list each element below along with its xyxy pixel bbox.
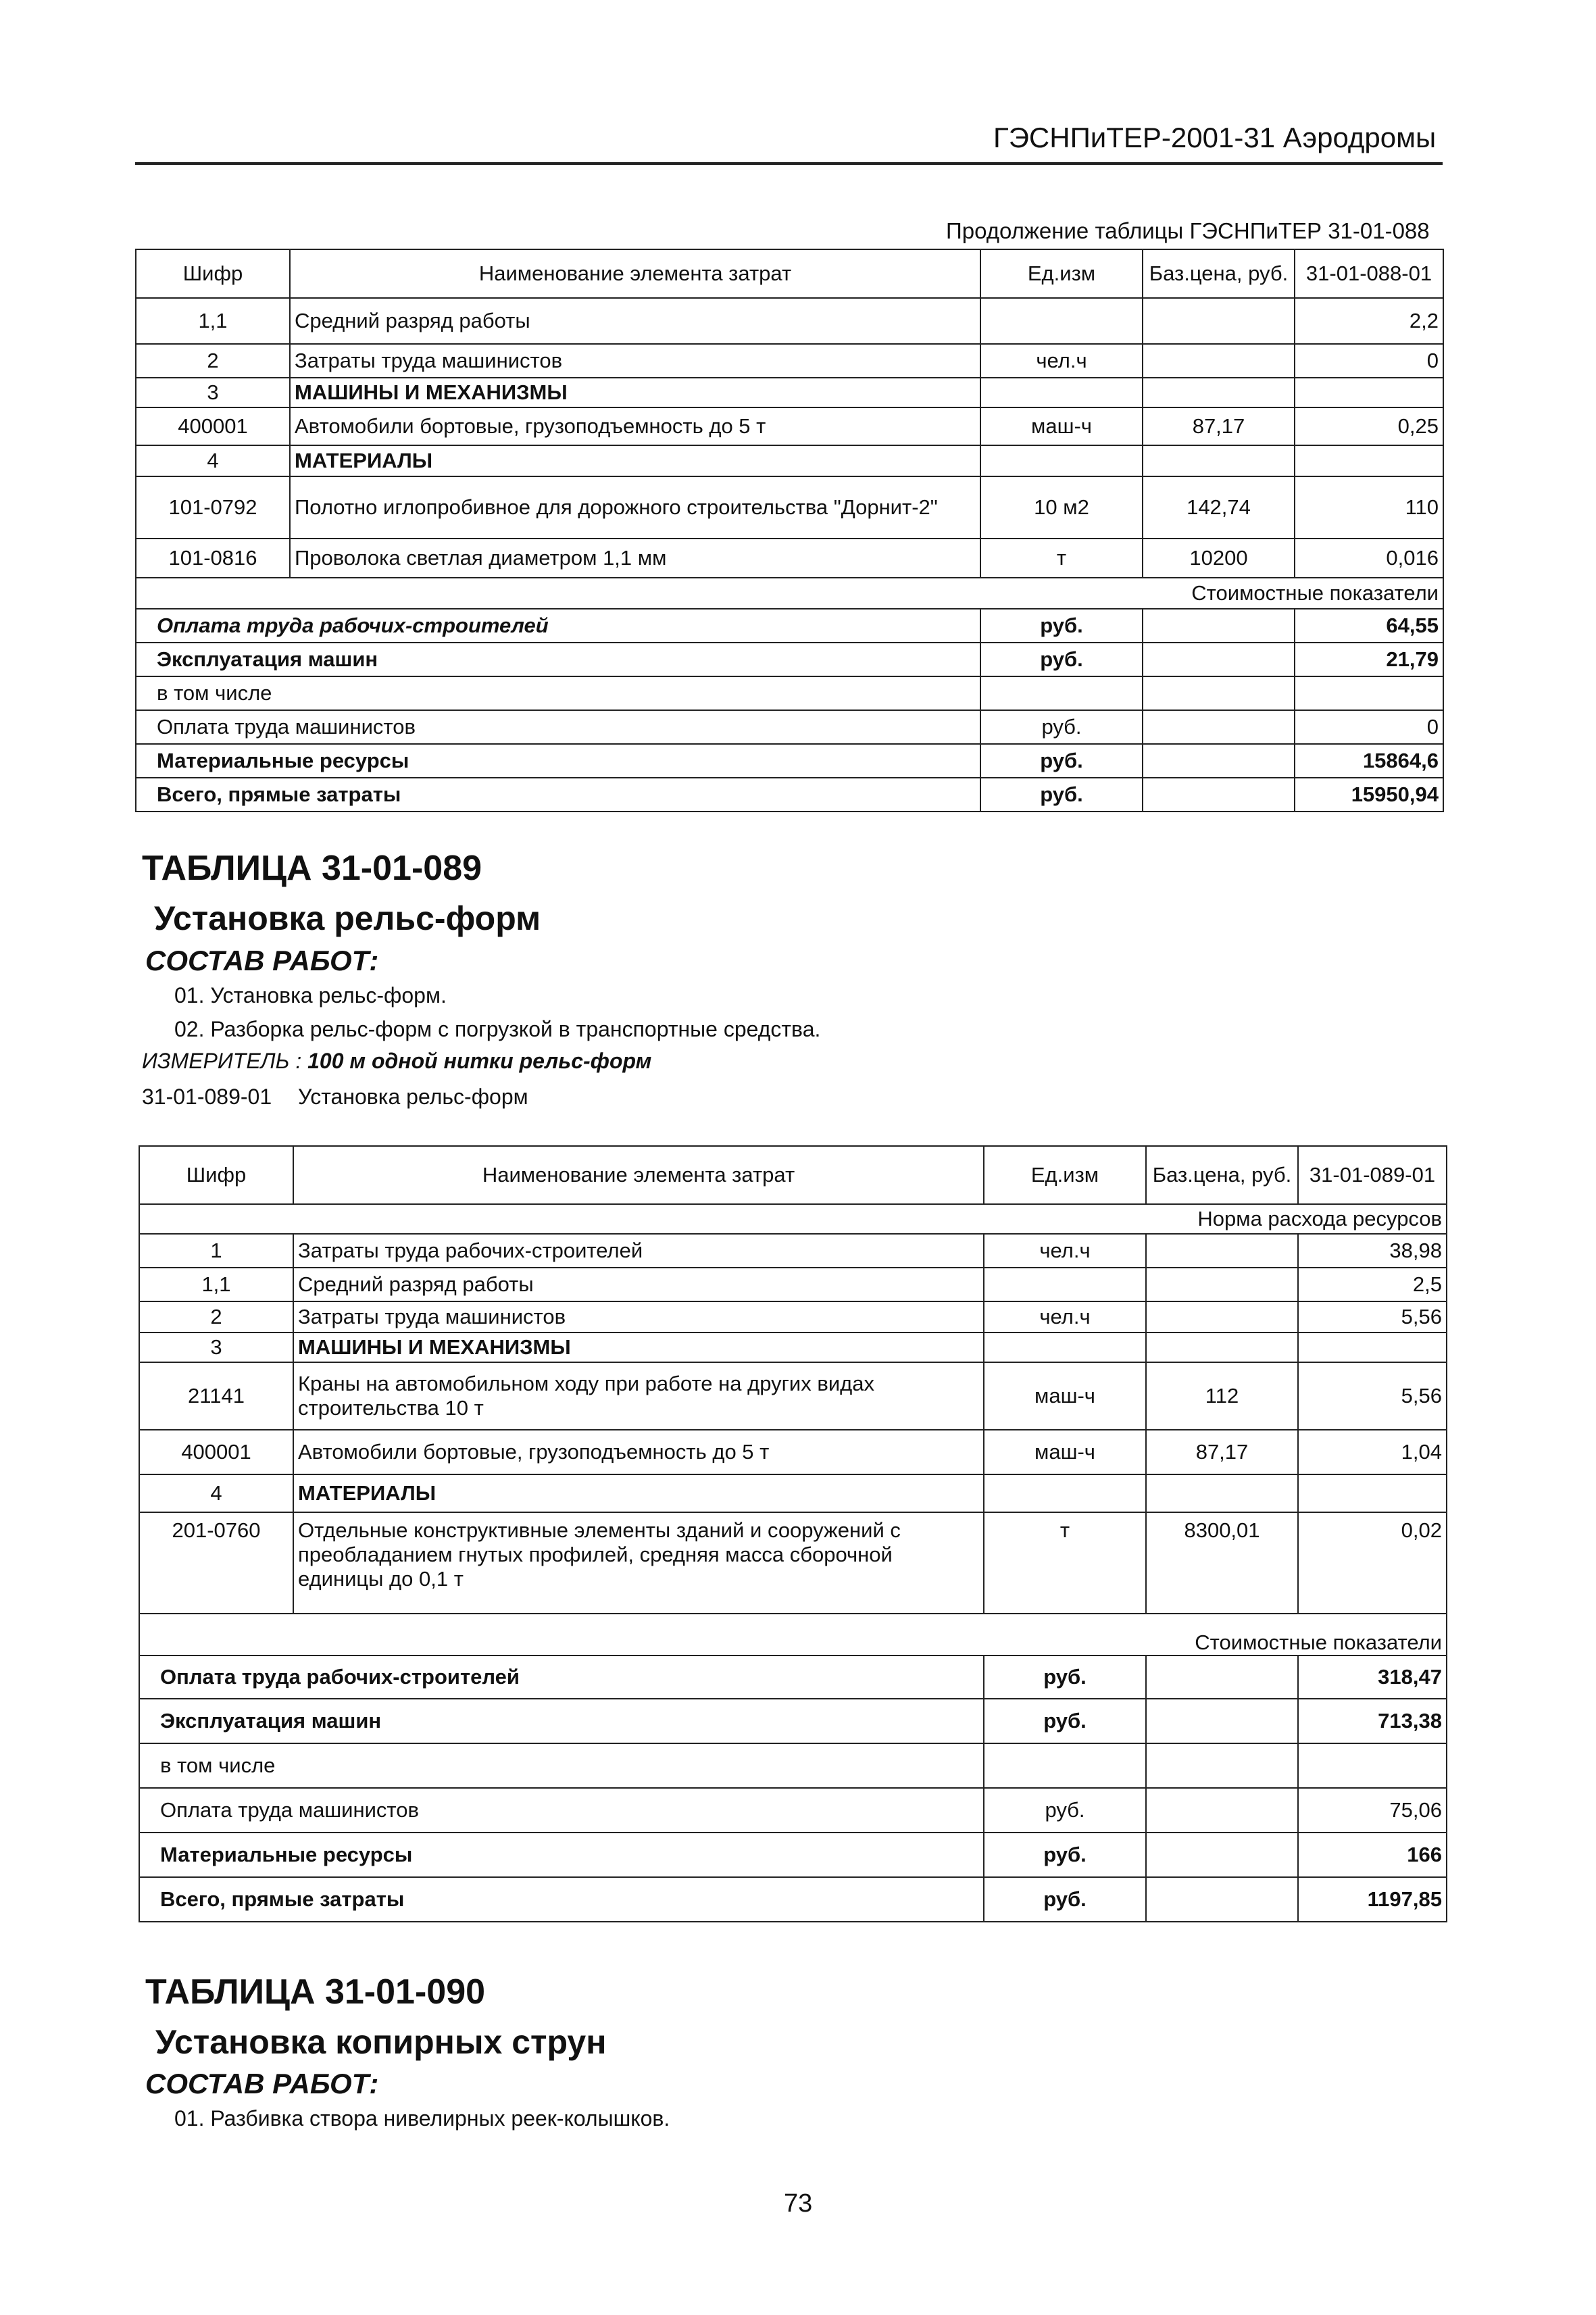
row-code: 101-0816 xyxy=(136,539,290,578)
cost-label: Всего, прямые затраты xyxy=(139,1877,984,1922)
cost-unit xyxy=(980,676,1143,710)
row-name: МАШИНЫ И МЕХАНИЗМЫ xyxy=(290,378,980,407)
row-price xyxy=(1143,445,1295,476)
cost-empty xyxy=(1143,609,1295,643)
cost-row xyxy=(139,1743,1447,1788)
cost-row xyxy=(136,744,1443,778)
table-row xyxy=(136,378,1443,407)
row-value: 0 xyxy=(1295,344,1443,378)
row-value: 110 xyxy=(1295,476,1443,539)
cost-empty xyxy=(1146,1788,1298,1833)
cost-value: 15864,6 xyxy=(1295,744,1443,778)
table-title-090: ТАБЛИЦА 31-01-090 xyxy=(145,1972,486,2012)
cost-value: 1197,85 xyxy=(1298,1877,1447,1922)
row-unit: маш-ч xyxy=(980,407,1143,445)
cost-header-row xyxy=(136,578,1443,609)
izmeritel-label: ИЗМЕРИТЕЛЬ : xyxy=(142,1049,302,1073)
row-value: 1,04 xyxy=(1298,1430,1447,1474)
cost-row xyxy=(139,1656,1447,1699)
row-price xyxy=(1143,344,1295,378)
row-code: 2 xyxy=(136,344,290,378)
table-row xyxy=(139,1512,1447,1614)
row-price xyxy=(1146,1301,1298,1333)
table1-col-name: Наименование элемента затрат xyxy=(290,249,980,298)
row-value xyxy=(1295,378,1443,407)
cost-unit: руб. xyxy=(984,1656,1146,1699)
cost-label: Оплата труда машинистов xyxy=(136,710,980,744)
row-code: 201-0760 xyxy=(139,1512,293,1614)
sostav-label-089: СОСТАВ РАБОТ: xyxy=(145,945,379,976)
cost-empty xyxy=(1146,1833,1298,1877)
table-title-089: ТАБЛИЦА 31-01-089 xyxy=(142,849,482,888)
table-row xyxy=(136,445,1443,476)
row-unit: маш-ч xyxy=(984,1430,1146,1474)
row-code: 101-0792 xyxy=(136,476,290,539)
cost-label: Всего, прямые затраты xyxy=(136,778,980,812)
cost-value: 713,38 xyxy=(1298,1699,1447,1743)
cost-value: 64,55 xyxy=(1295,609,1443,643)
table-row xyxy=(139,1268,1447,1301)
row-unit xyxy=(980,445,1143,476)
row-value: 2,5 xyxy=(1298,1268,1447,1301)
table1-col-code: Шифр xyxy=(136,249,290,298)
row-name: Полотно иглопробивное для дорожного строительства "Дорнит-2" xyxy=(290,476,980,539)
table-row xyxy=(139,1301,1447,1333)
row-name: Средний разряд работы xyxy=(290,298,980,344)
table1-col-unit: Ед.изм xyxy=(980,249,1143,298)
row-unit: т xyxy=(980,539,1143,578)
table1-continuation: Продолжение таблицы ГЭСНПиТЕР 31-01-088 xyxy=(946,218,1430,243)
row-code: 3 xyxy=(139,1333,293,1362)
cost-value: 15950,94 xyxy=(1295,778,1443,812)
cost-value: 166 xyxy=(1298,1833,1447,1877)
section-title-089: Установка рельс-форм xyxy=(154,899,541,937)
cost-empty xyxy=(1146,1877,1298,1922)
cost-label: Материальные ресурсы xyxy=(136,744,980,778)
cost-row xyxy=(136,778,1443,812)
row-name: МАШИНЫ И МЕХАНИЗМЫ xyxy=(293,1333,984,1362)
cost-empty xyxy=(1146,1743,1298,1788)
norm-header: Норма расхода ресурсов xyxy=(139,1204,1447,1234)
row-code: 4 xyxy=(139,1474,293,1512)
sostav-label-090: СОСТАВ РАБОТ: xyxy=(145,2068,379,2099)
table-row xyxy=(136,298,1443,344)
row-code: 21141 xyxy=(139,1362,293,1430)
row-unit: чел.ч xyxy=(984,1301,1146,1333)
cost-empty xyxy=(1143,676,1295,710)
cost-label: в том числе xyxy=(136,676,980,710)
row-code: 4 xyxy=(136,445,290,476)
cost-unit: руб. xyxy=(984,1877,1146,1922)
row-value: 0,25 xyxy=(1295,407,1443,445)
row-price: 8300,01 xyxy=(1146,1512,1298,1614)
cost-header-row xyxy=(139,1614,1447,1656)
row-value xyxy=(1295,445,1443,476)
page-number: 73 xyxy=(784,2189,813,2218)
row-unit: чел.ч xyxy=(984,1234,1146,1268)
cost-unit: руб. xyxy=(980,710,1143,744)
section-title-090: Установка копирных струн xyxy=(155,2023,607,2061)
work-item: 02. Разборка рельс-форм с погрузкой в транспортные средства. xyxy=(174,1017,821,1041)
cost-unit: руб. xyxy=(984,1833,1146,1877)
cost-row xyxy=(136,676,1443,710)
cost-unit: руб. xyxy=(980,778,1143,812)
row-name: Затраты труда машинистов xyxy=(290,344,980,378)
table1 xyxy=(135,249,1444,812)
cost-row xyxy=(139,1833,1447,1877)
cost-empty xyxy=(1143,778,1295,812)
norm-header-row xyxy=(139,1204,1447,1234)
izmeritel xyxy=(142,1049,651,1074)
cost-row xyxy=(139,1699,1447,1743)
cost-unit: руб. xyxy=(980,643,1143,676)
cost-row xyxy=(136,609,1443,643)
row-price: 87,17 xyxy=(1146,1430,1298,1474)
row-unit: т xyxy=(984,1512,1146,1614)
row-unit xyxy=(980,298,1143,344)
row-price xyxy=(1143,298,1295,344)
row-price xyxy=(1146,1268,1298,1301)
work-item: 01. Установка рельс-форм. xyxy=(174,983,447,1007)
cost-label: Материальные ресурсы xyxy=(139,1833,984,1877)
cost-unit: руб. xyxy=(984,1788,1146,1833)
row-name: Автомобили бортовые, грузоподъемность до 5 т xyxy=(293,1430,984,1474)
cost-label: в том числе xyxy=(139,1743,984,1788)
table-row xyxy=(136,539,1443,578)
table2-col-unit: Ед.изм xyxy=(984,1146,1146,1204)
row-unit xyxy=(984,1333,1146,1362)
row-code: 400001 xyxy=(136,407,290,445)
table-row xyxy=(139,1430,1447,1474)
cost-empty xyxy=(1146,1699,1298,1743)
cost-unit: руб. xyxy=(980,744,1143,778)
row-price xyxy=(1143,378,1295,407)
table1-col-price: Баз.цена, руб. xyxy=(1143,249,1295,298)
izmeritel-value: 100 м одной нитки рельс-форм xyxy=(307,1049,652,1073)
row-unit: маш-ч xyxy=(984,1362,1146,1430)
cost-row xyxy=(139,1788,1447,1833)
table-row xyxy=(139,1234,1447,1268)
row-unit xyxy=(984,1474,1146,1512)
table2-col-value: 31-01-089-01 xyxy=(1298,1146,1447,1204)
cost-unit: руб. xyxy=(980,609,1143,643)
table1-col-value: 31-01-088-01 xyxy=(1295,249,1443,298)
row-name: МАТЕРИАЛЫ xyxy=(290,445,980,476)
table-row xyxy=(139,1362,1447,1430)
row-unit: 10 м2 xyxy=(980,476,1143,539)
cost-unit: руб. xyxy=(984,1699,1146,1743)
row-price xyxy=(1146,1234,1298,1268)
row-value xyxy=(1298,1333,1447,1362)
table2 xyxy=(139,1145,1447,1922)
cost-label: Эксплуатация машин xyxy=(136,643,980,676)
cost-label: Оплата труда рабочих-строителей xyxy=(139,1656,984,1699)
cost-row xyxy=(139,1877,1447,1922)
row-price xyxy=(1146,1333,1298,1362)
row-name: Средний разряд работы xyxy=(293,1268,984,1301)
table-row xyxy=(136,476,1443,539)
row-name: Затраты труда рабочих-строителей xyxy=(293,1234,984,1268)
table-row xyxy=(136,407,1443,445)
cost-value: 75,06 xyxy=(1298,1788,1447,1833)
cost-empty xyxy=(1143,710,1295,744)
header-rule xyxy=(135,162,1443,165)
row-code: 400001 xyxy=(139,1430,293,1474)
cost-header: Стоимостные показатели xyxy=(136,578,1443,609)
table2-header-row xyxy=(139,1146,1447,1204)
row-price: 10200 xyxy=(1143,539,1295,578)
row-name: МАТЕРИАЛЫ xyxy=(293,1474,984,1512)
cost-row xyxy=(136,643,1443,676)
row-code: 1,1 xyxy=(139,1268,293,1301)
row-price: 87,17 xyxy=(1143,407,1295,445)
cost-unit xyxy=(984,1743,1146,1788)
row-unit: чел.ч xyxy=(980,344,1143,378)
cost-empty xyxy=(1143,643,1295,676)
row-value: 5,56 xyxy=(1298,1362,1447,1430)
document-header: ГЭСНПиТЕР-2001-31 Аэродромы xyxy=(993,122,1437,153)
table-row xyxy=(139,1333,1447,1362)
cost-value xyxy=(1298,1743,1447,1788)
row-price: 142,74 xyxy=(1143,476,1295,539)
row-value: 38,98 xyxy=(1298,1234,1447,1268)
row-price xyxy=(1146,1474,1298,1512)
table1-header-row xyxy=(136,249,1443,298)
row-unit xyxy=(984,1268,1146,1301)
code-number: 31-01-089-01 xyxy=(142,1085,272,1109)
table2-col-code: Шифр xyxy=(139,1146,293,1204)
code-name: Установка рельс-форм xyxy=(298,1085,528,1109)
row-code: 1 xyxy=(139,1234,293,1268)
row-price: 112 xyxy=(1146,1362,1298,1430)
row-value: 0,016 xyxy=(1295,539,1443,578)
row-name: Краны на автомобильном ходу при работе на других видах строительства 10 т xyxy=(293,1362,984,1430)
work-item: 01. Разбивка створа нивелирных реек-колышков. xyxy=(174,2106,670,2131)
cost-value: 318,47 xyxy=(1298,1656,1447,1699)
cost-empty xyxy=(1146,1656,1298,1699)
row-code: 1,1 xyxy=(136,298,290,344)
cost-header: Стоимостные показатели xyxy=(139,1614,1447,1656)
row-value: 0,02 xyxy=(1298,1512,1447,1614)
row-code: 2 xyxy=(139,1301,293,1333)
cost-empty xyxy=(1143,744,1295,778)
table-row xyxy=(136,344,1443,378)
cost-label: Оплата труда машинистов xyxy=(139,1788,984,1833)
row-name: Отдельные конструктивные элементы зданий и сооружений с преобладанием гнутых профилей, средняя масса сборочной единицы до 0,1 т xyxy=(293,1512,984,1614)
cost-row xyxy=(136,710,1443,744)
row-unit xyxy=(980,378,1143,407)
row-value: 5,56 xyxy=(1298,1301,1447,1333)
table-row xyxy=(139,1474,1447,1512)
table2-col-name: Наименование элемента затрат xyxy=(293,1146,984,1204)
cost-label: Эксплуатация машин xyxy=(139,1699,984,1743)
cost-value: 0 xyxy=(1295,710,1443,744)
row-name: Проволока светлая диаметром 1,1 мм xyxy=(290,539,980,578)
cost-value: 21,79 xyxy=(1295,643,1443,676)
row-value: 2,2 xyxy=(1295,298,1443,344)
row-name: Автомобили бортовые, грузоподъемность до 5 т xyxy=(290,407,980,445)
row-value xyxy=(1298,1474,1447,1512)
table2-col-price: Баз.цена, руб. xyxy=(1146,1146,1298,1204)
cost-label: Оплата труда рабочих-строителей xyxy=(136,609,980,643)
row-name: Затраты труда машинистов xyxy=(293,1301,984,1333)
code-line xyxy=(142,1085,528,1110)
cost-value xyxy=(1295,676,1443,710)
row-code: 3 xyxy=(136,378,290,407)
